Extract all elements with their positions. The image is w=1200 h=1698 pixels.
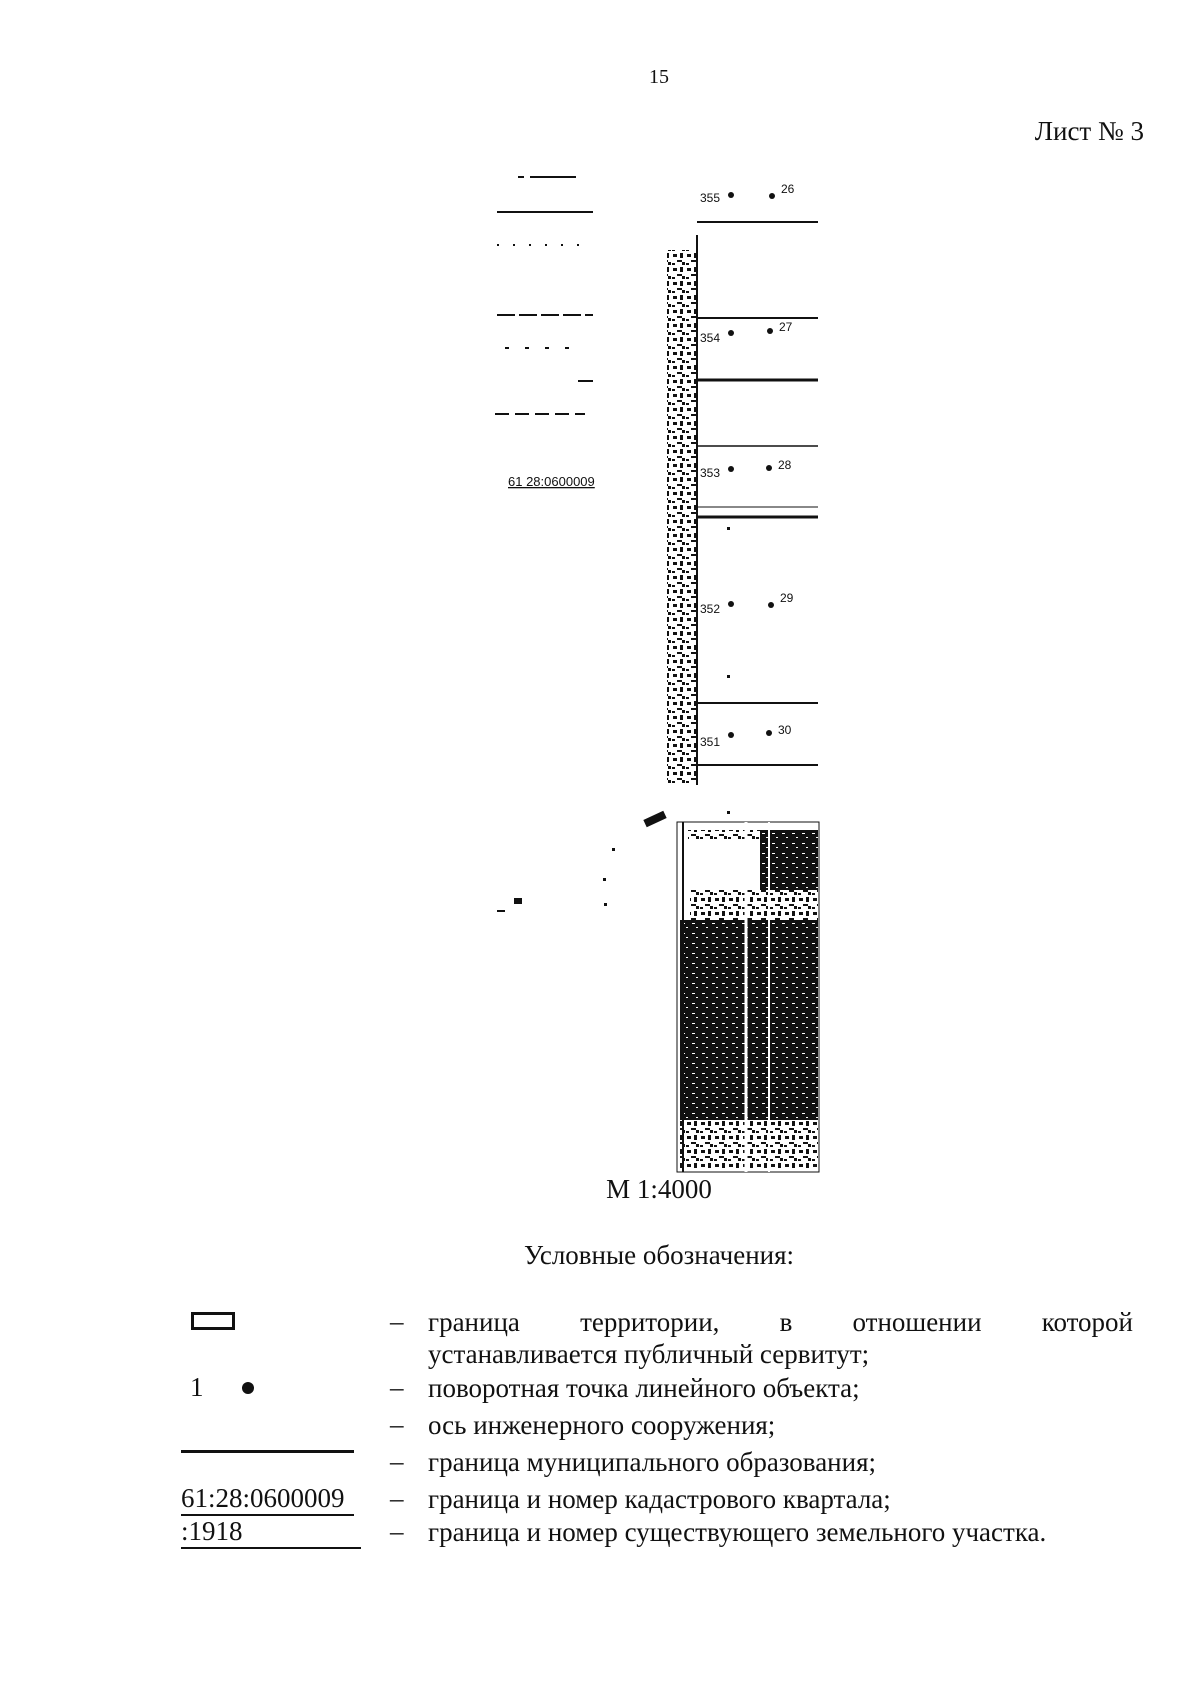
legend-symbol-dot [242, 1382, 254, 1394]
legend-symbol-number: 1 [190, 1372, 204, 1402]
point-label-351: 351 [700, 735, 721, 749]
legend-dash: – [390, 1306, 404, 1336]
legend-dash: – [390, 1372, 404, 1402]
turning-point-354 [700, 320, 793, 345]
boundary-strip [667, 250, 697, 785]
map-fragment [0, 160, 1200, 1180]
legend-dash: – [390, 1483, 404, 1513]
legend-text: ось инженерного сооружения; [428, 1410, 776, 1440]
turning-point-353 [700, 458, 792, 480]
point-label-353: 353 [700, 466, 721, 480]
point-label-27: 27 [779, 320, 793, 334]
legend-text: граница и номер кадастрового квартала; [428, 1484, 891, 1514]
cadastral-quarter-label: 61 28:0600009 [508, 474, 595, 489]
legend-symbol-cadastral-number: 61:28:0600009 [181, 1483, 354, 1516]
turning-point-355 [700, 182, 795, 205]
legend-symbol-line [181, 1450, 354, 1453]
point-label-26: 26 [781, 182, 795, 196]
legend-text: граница муниципального образования; [428, 1447, 877, 1477]
point-label-29: 29 [780, 591, 794, 605]
turning-point-351 [700, 723, 792, 749]
legend-text-line1: граница территории, в отношении которой [428, 1307, 1133, 1337]
legend-dash: – [390, 1446, 404, 1476]
legend-text: граница и номер существующего земельного участка. [428, 1517, 1047, 1547]
point-label-355: 355 [700, 191, 721, 205]
point-label-354: 354 [700, 331, 721, 345]
point-label-352: 352 [700, 602, 721, 616]
sheet-label: Лист № 3 [1034, 116, 1144, 146]
point-label-30: 30 [778, 723, 792, 737]
map-scale: М 1:4000 [606, 1174, 712, 1204]
legend-dash: – [390, 1409, 404, 1439]
legend-text-line2: устанавливается публичный сервитут; [428, 1339, 870, 1369]
map-fragment-lines [495, 177, 593, 414]
dark-raster-block [677, 822, 819, 1172]
point-label-28: 28 [778, 458, 792, 472]
legend-text: поворотная точка линейного объекта; [428, 1373, 860, 1403]
page-number: 15 [649, 66, 669, 88]
turning-point-352 [700, 591, 794, 616]
legend-symbol-rectangle [191, 1312, 235, 1330]
legend-dash: – [390, 1516, 404, 1546]
legend-text [428, 1306, 1133, 1370]
parcel-lines [697, 222, 818, 765]
legend-symbol-parcel-number: :1918 [181, 1516, 361, 1549]
legend-title: Условные обозначения: [523, 1240, 795, 1270]
